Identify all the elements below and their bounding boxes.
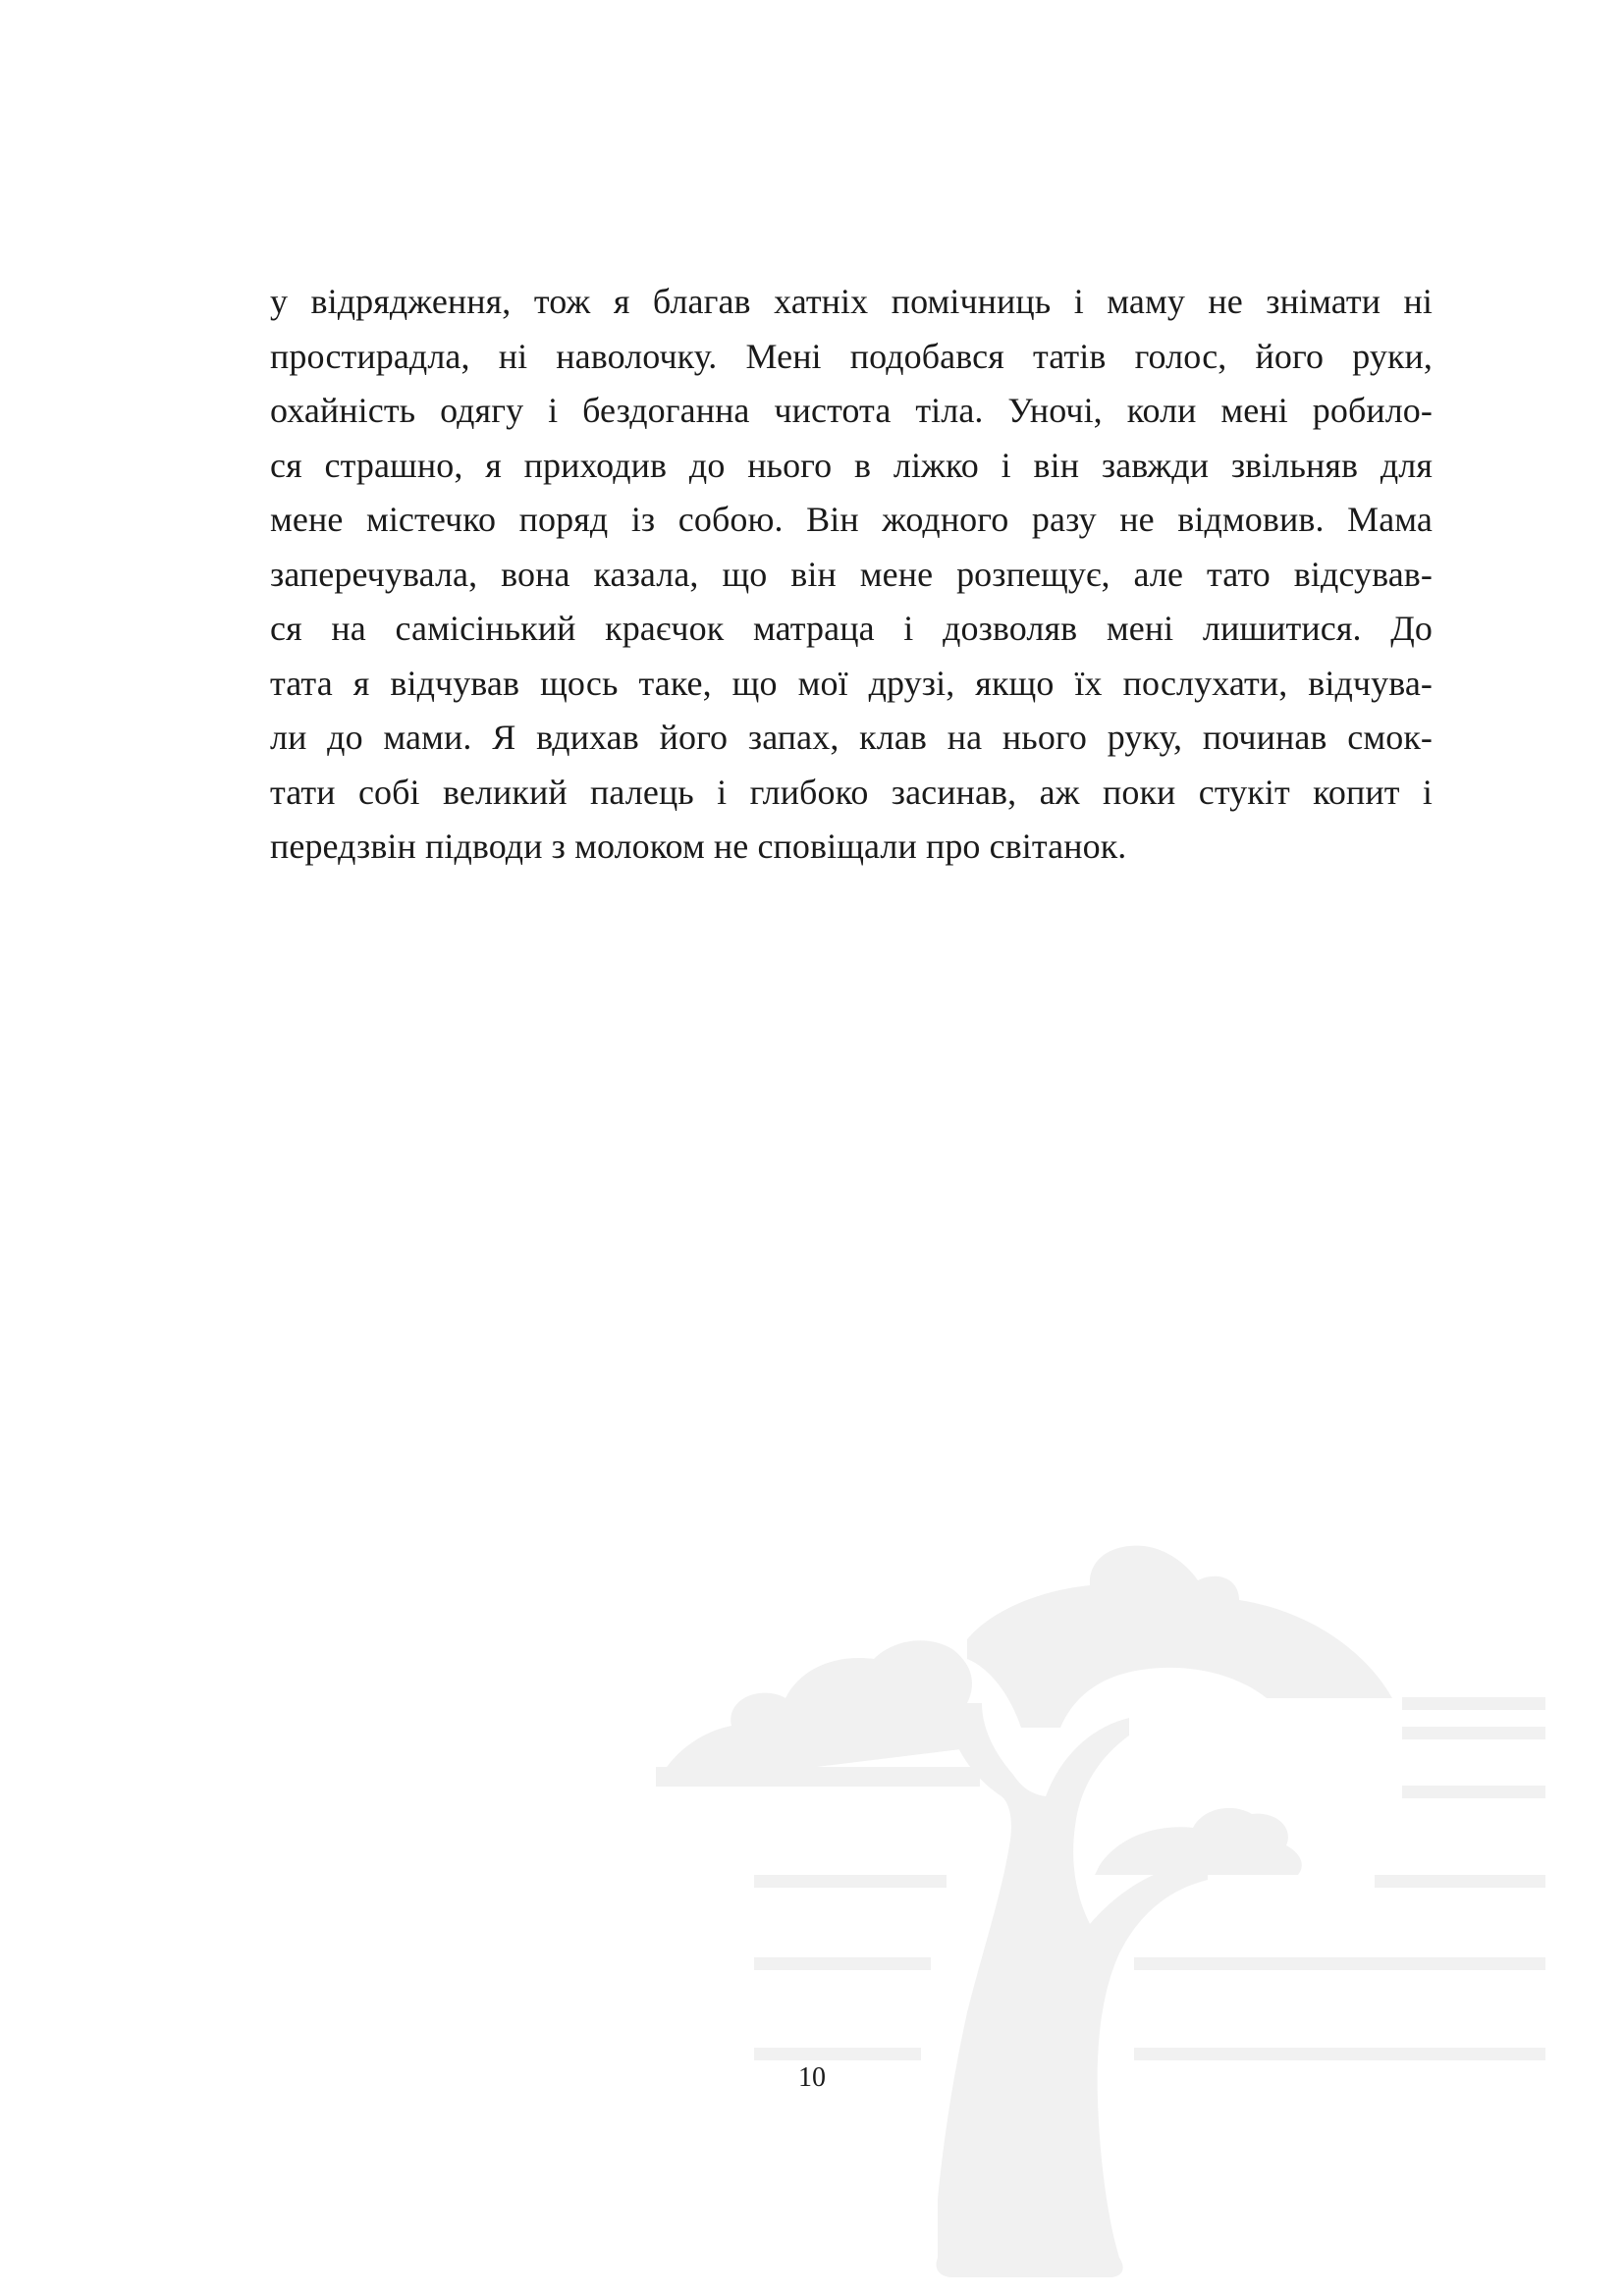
watermark-stripe (1375, 1875, 1545, 1888)
watermark-stripe (1402, 1727, 1545, 1739)
text-line: мене містечко поряд із собою. Він жодного разу не відмовив. Мама (270, 500, 1433, 539)
watermark-stripe (1402, 1697, 1545, 1710)
watermark-stripe (1402, 1786, 1545, 1798)
body-text (270, 275, 1433, 875)
watermark-left-canopy (656, 1640, 982, 1787)
page-number: 10 (798, 2062, 826, 2093)
watermark-stripe (754, 1957, 931, 1970)
text-line: ся на самісінький краєчок матраца і дозволяв мені лишитися. До (270, 609, 1433, 648)
watermark-stripe (1134, 1957, 1545, 1970)
watermark-stripe (1134, 2048, 1545, 2060)
watermark-stripe (754, 2048, 921, 2060)
watermark-stripe (754, 1875, 947, 1888)
text-line: ли до мами. Я вдихав його запах, клав на нього руку, починав смок- (270, 718, 1433, 757)
text-line-last: передзвін підводи з молоком не сповіщали про світанок. (270, 827, 1127, 866)
text-line: тата я відчував щось таке, що мої друзі, якщо їх послухати, відчува- (270, 663, 1433, 703)
text-line: у відрядження, тож я благав хатніх помічниць і маму не знімати ні (270, 282, 1433, 321)
watermark-canopy (967, 1546, 1392, 1728)
text-line: ся страшно, я приходив до нього в ліжко і він завжди звільняв для (270, 445, 1433, 485)
text-line: охайність одягу і бездоганна чистота тіла. Уночі, коли мені робило- (270, 391, 1433, 430)
text-line: простирадла, ні наволочку. Мені подобався татів голос, його руки, (270, 336, 1433, 376)
text-line: заперечувала, вона казала, що він мене розпещує, але тато відсував- (270, 554, 1433, 594)
text-line: тати собі великий палець і глибоко засинав, аж поки стукіт копит і (270, 772, 1433, 812)
watermark-trunk (936, 1703, 1208, 2277)
